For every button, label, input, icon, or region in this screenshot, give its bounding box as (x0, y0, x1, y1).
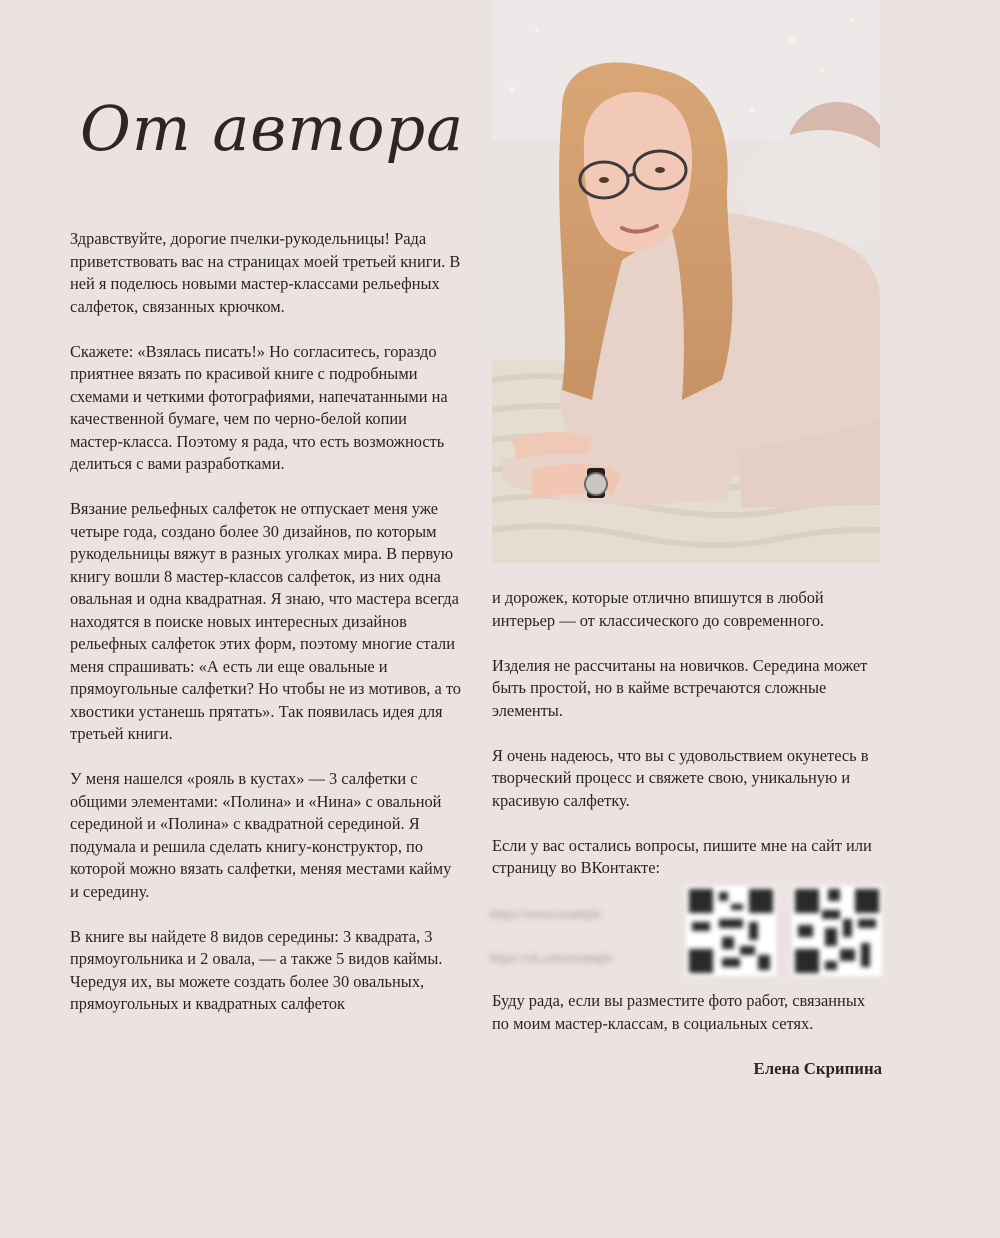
author-signature: Елена Скрипина (753, 1059, 882, 1078)
page-title: От автора (80, 92, 465, 165)
paragraph-hope: Я очень надеюсь, что вы с удовольствием окунетесь в творческий процесс и свяжете свою, уникальную и красивую салфетку. (492, 745, 869, 810)
contact-block (490, 884, 882, 980)
closing-block (492, 990, 882, 1058)
paragraph-contents: В книге вы найдете 8 видов середины: 3 квадрата, 3 прямоугольника и 2 овала, — а также 5 видов каймы. Чередуя их, вы можете создать более 30 овальных, прямоугольных и квадратных салфеток (70, 926, 443, 1013)
left-column (70, 228, 462, 1038)
paragraph-interior: и дорожек, которые отлично впишутся в любой интерьер — от классического до современного. (492, 588, 825, 630)
website-link-blurred[interactable]: https://www.example (490, 906, 601, 921)
vk-link-blurred[interactable]: https://vk.com/example (490, 950, 613, 965)
paragraph-greeting: Здравствуйте, дорогие пчелки-рукодельницы! Рада приветствовать вас на страницах моей третьей книги. В ней я поделюсь новыми мастер-классами рельефных салфеток, связанных крючком. (70, 229, 461, 316)
paragraph-why-book: Скажете: «Взялась писать!» Но согласитесь, гораздо приятнее вязать по красивой книге с подробными схемами и четкими фотографиями, напечатанными на качественной бумаге, чем по черно-белой копии мастер-класса. Поэтому я рада, что есть возможность делиться с вами разработками. (70, 341, 448, 473)
author-photo (492, 0, 880, 563)
author-portrait-illustration (492, 0, 880, 563)
qr-code-vk-icon (792, 886, 882, 976)
paragraph-contact: Если у вас остались вопросы, пишите мне на сайт или страницу во ВКонтакте: (492, 835, 872, 877)
paragraph-difficulty: Изделия не рассчитаны на новичков. Середина может быть простой, но в кайме встречаются сложные элементы. (492, 655, 868, 720)
right-column (492, 587, 882, 902)
paragraph-history: Вязание рельефных салфеток не отпускает меня уже четыре года, создано более 30 дизайнов, по которым рукодельницы вяжут в разных уголках мира. В первую книгу вошли 8 мастер-классов салфеток, из них одна овальная и одна квадратная. Я знаю, что мастера всегда находятся в поиске новых интересных дизайнов рельефных салфеток этих форм, поэтому многие стали меня спрашивать: «А есть ли еще овальные и прямоугольные салфетки? Но чтобы не из мотивов, а то хвостики устанешь прятать». Так появилась идея для третьей книги. (70, 499, 461, 743)
paragraph-closing: Буду рада, если вы разместите фото работ, связанных по моим мастер-классам, в социальных сетях. (492, 991, 866, 1033)
paragraph-constructor: У меня нашелся «рояль в кустах» — 3 салфетки с общими элементами: «Полина» и «Нина» с овальной серединой и «Полина» с квадратной серединой. Я подумала и решила сделать книгу-конструктор, по которой можно вязать салфетки, меняя местами кайму и середину. (70, 769, 452, 901)
qr-code-website-icon (686, 886, 776, 976)
